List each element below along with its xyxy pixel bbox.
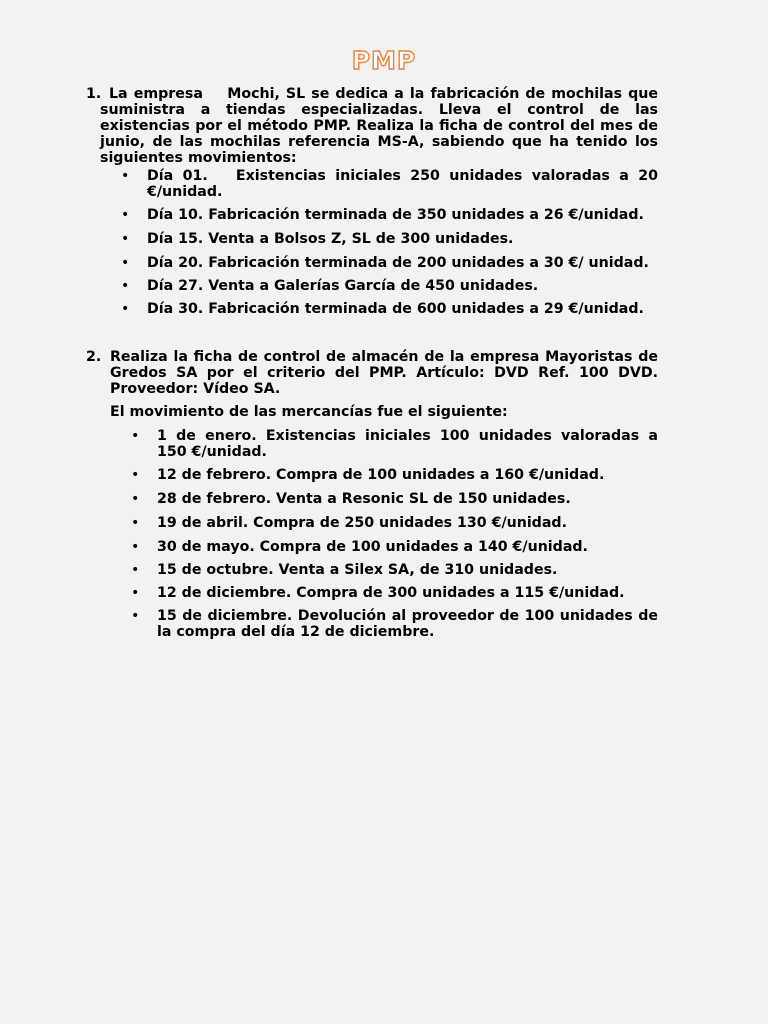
bullet-icon: •	[131, 515, 140, 531]
bullet-icon: •	[121, 301, 130, 317]
list-item-text: 15 de octubre. Venta a Silex SA, de 310 unidades.	[157, 562, 558, 578]
bullet-icon: •	[131, 491, 140, 507]
list-item	[91, 278, 658, 294]
list-item	[111, 585, 658, 601]
list-item-text: Día 15. Venta a Bolsos Z, SL de 300 unidades.	[147, 231, 514, 247]
bullet-icon: •	[131, 585, 140, 601]
exercise-subheading: El movimiento de las mercancías fue el siguiente:	[110, 404, 508, 420]
list-item-text: 28 de febrero. Venta a Resonic SL de 150 unidades.	[157, 491, 571, 507]
list-item-text: 15 de diciembre. Devolución al proveedor de 100 unidades de la compra del día 12 de diciembre.	[157, 608, 658, 640]
list-item	[91, 207, 658, 223]
list-item-text: Día 20. Fabricación terminada de 200 unidades a 30 €/ unidad.	[147, 255, 649, 271]
bullet-icon: •	[121, 231, 130, 247]
movement-list	[100, 168, 663, 317]
list-item-text: 12 de diciembre. Compra de 300 unidades a 115 €/unidad.	[157, 585, 625, 601]
exercise-intro: Realiza la ficha de control de almacén de la empresa Mayoristas de Gredos SA por el criterio del PMP. Artículo: DVD Ref. 100 DVD. Proveedor: Vídeo SA.	[110, 349, 658, 397]
list-item	[91, 168, 663, 200]
exercise-number: 2.	[86, 349, 102, 365]
list-item-text: 19 de abril. Compra de 250 unidades 130 €/unidad.	[157, 515, 567, 531]
bullet-icon: •	[131, 539, 140, 555]
page-title: PMP	[351, 46, 417, 75]
list-item-text: Día 01. Existencias iniciales 250 unidades valoradas a 20 €/unidad.	[147, 168, 663, 200]
list-item	[111, 562, 658, 578]
list-item	[91, 301, 658, 317]
list-item-text: 1 de enero. Existencias iniciales 100 unidades valoradas a 150 €/unidad.	[157, 428, 658, 460]
list-item-text: Día 10. Fabricación terminada de 350 unidades a 26 €/unidad.	[147, 207, 644, 223]
exercise-2	[86, 349, 658, 640]
list-item	[91, 255, 658, 271]
list-item-text: Día 30. Fabricación terminada de 600 unidades a 29 €/unidad.	[147, 301, 644, 317]
exercise-1	[86, 86, 663, 317]
list-item	[111, 467, 658, 483]
list-item	[111, 515, 658, 531]
bullet-icon: •	[131, 608, 140, 624]
bullet-icon: •	[131, 428, 140, 444]
list-item	[111, 608, 658, 640]
bullet-icon: •	[121, 168, 130, 184]
bullet-icon: •	[121, 278, 130, 294]
list-item	[111, 428, 658, 460]
list-item-text: Día 27. Venta a Galerías García de 450 unidades.	[147, 278, 539, 294]
bullet-icon: •	[131, 562, 140, 578]
bullet-icon: •	[131, 467, 140, 483]
list-item	[111, 539, 658, 555]
bullet-icon: •	[121, 207, 130, 223]
exercise-intro: La empresa Mochi, SL se dedica a la fabricación de mochilas que suministra a tiendas especializadas. Lleva el control de las existencias por el método PMP. Realiza la ficha de control del mes de junio, de las mochilas referencia MS-A, sabiendo que ha tenido los siguientes movimientos:	[100, 86, 663, 166]
list-item	[111, 491, 658, 507]
document-body	[0, 86, 768, 640]
movement-list	[110, 428, 658, 640]
list-item	[91, 231, 658, 247]
list-item-text: 30 de mayo. Compra de 100 unidades a 140 €/unidad.	[157, 539, 588, 555]
exercise-number: 1.	[86, 86, 102, 102]
bullet-icon: •	[121, 255, 130, 271]
list-item-text: 12 de febrero. Compra de 100 unidades a 160 €/unidad.	[157, 467, 605, 483]
